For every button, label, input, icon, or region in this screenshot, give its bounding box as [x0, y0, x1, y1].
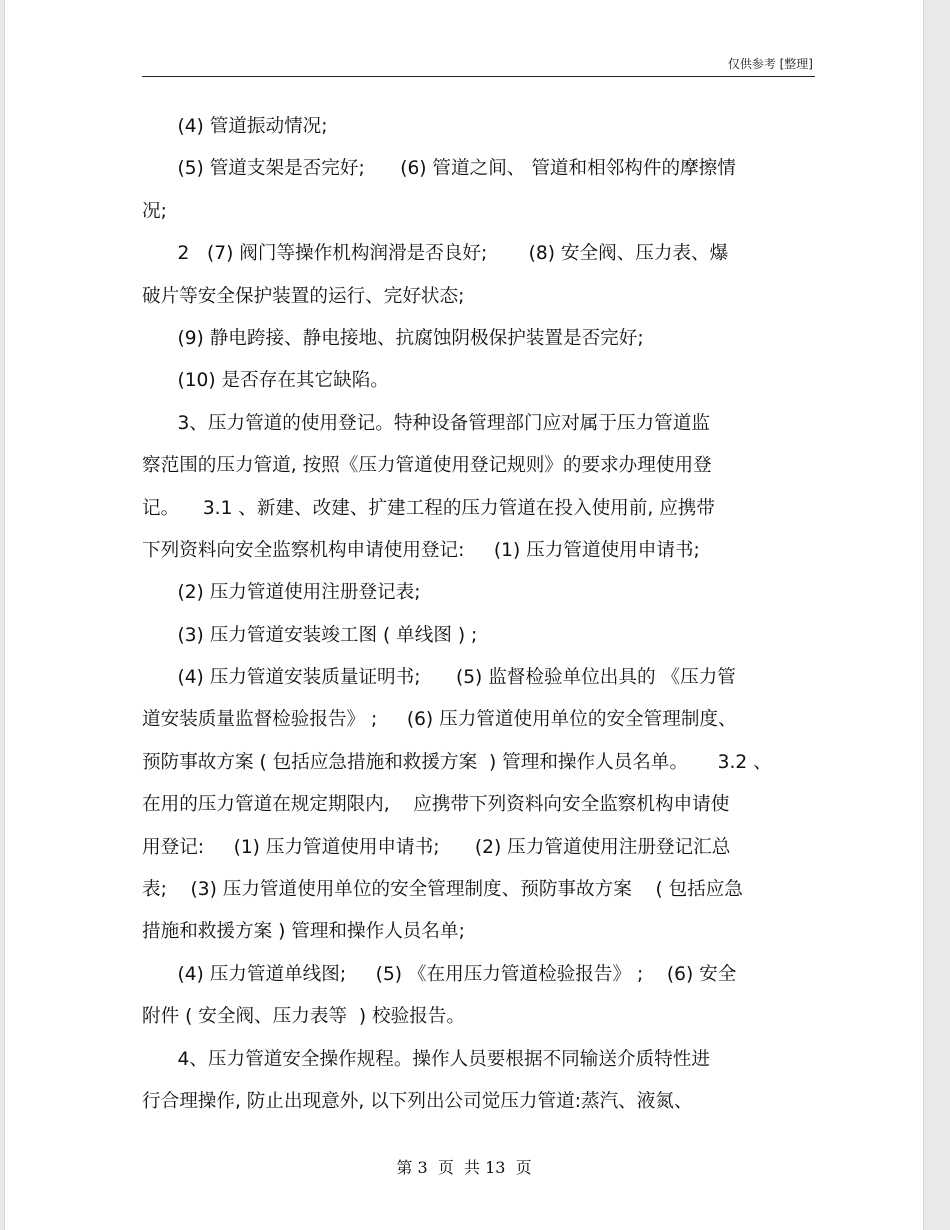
text-line: 措施和救援方案 ) 管理和操作人员名单; — [142, 921, 465, 943]
text-line: 附件 ( 安全阀、压力表等 ) 校验报告。 — [142, 1006, 465, 1028]
header-divider — [142, 76, 815, 77]
text-line: 在用的压力管道在规定期限内, 应携带下列资料向安全监察机构申请使 — [142, 794, 730, 816]
text-line: 下列资料向安全监察机构申请使用登记: (1) 压力管道使用申请书; — [142, 539, 700, 561]
text-line: 破片等安全保护装置的运行、完好状态; — [142, 285, 465, 307]
document-page — [4, 0, 924, 1230]
text-line: (4) 压力管道单线图; (5) 《在用压力管道检验报告》 ; (6) 安全 — [142, 963, 737, 985]
text-line: (4) 管道振动情况; — [142, 116, 328, 137]
text-line: 2 (7) 阀门等操作机构润滑是否良好; (8) 安全阀、压力表、爆 — [142, 243, 729, 265]
body-text — [142, 106, 822, 1123]
text-line: 4、压力管道安全操作规程。操作人员要根据不同输送介质特性进 — [142, 1048, 710, 1070]
text-line: (10) 是否存在其它缺陷。 — [142, 370, 389, 392]
text-line: 用登记: (1) 压力管道使用申请书; (2) 压力管道使用注册登记汇总 — [142, 836, 731, 858]
text-line: (3) 压力管道安装竣工图 ( 单线图 ) ; — [142, 624, 478, 646]
text-line: (4) 压力管道安装质量证明书; (5) 监督检验单位出具的 《压力管 — [142, 667, 736, 689]
text-line: 表; (3) 压力管道使用单位的安全管理制度、预防事故方案 ( 包括应急 — [142, 879, 743, 901]
page-footer: 第 3 页 共 13 页 — [396, 1158, 532, 1177]
text-line: 察范围的压力管道, 按照《压力管道使用登记规则》的要求办理使用登 — [142, 455, 712, 477]
header-note: 仅供参考 [整理] — [727, 57, 813, 71]
text-line: 道安装质量监督检验报告》 ; (6) 压力管道使用单位的安全管理制度、 — [142, 709, 737, 731]
text-line: (9) 静电跨接、静电接地、抗腐蚀阴极保护装置是否完好; — [142, 327, 644, 349]
text-line: (5) 管道支架是否完好; (6) 管道之间、 管道和相邻构件的摩擦情 — [142, 158, 736, 180]
text-line: (2) 压力管道使用注册登记表; — [142, 582, 421, 604]
text-line: 预防事故方案 ( 包括应急措施和救援方案 ) 管理和操作人员名单。 3.2 、 — [142, 751, 772, 773]
text-line: 记。 3.1 、新建、改建、扩建工程的压力管道在投入使用前, 应携带 — [142, 497, 715, 519]
text-line: 行合理操作, 防止出现意外, 以下列出公司觉压力管道:蒸汽、液氮、 — [142, 1090, 693, 1112]
text-line: 况; — [142, 200, 167, 222]
text-line: 3、压力管道的使用登记。特种设备管理部门应对属于压力管道监 — [142, 412, 710, 434]
